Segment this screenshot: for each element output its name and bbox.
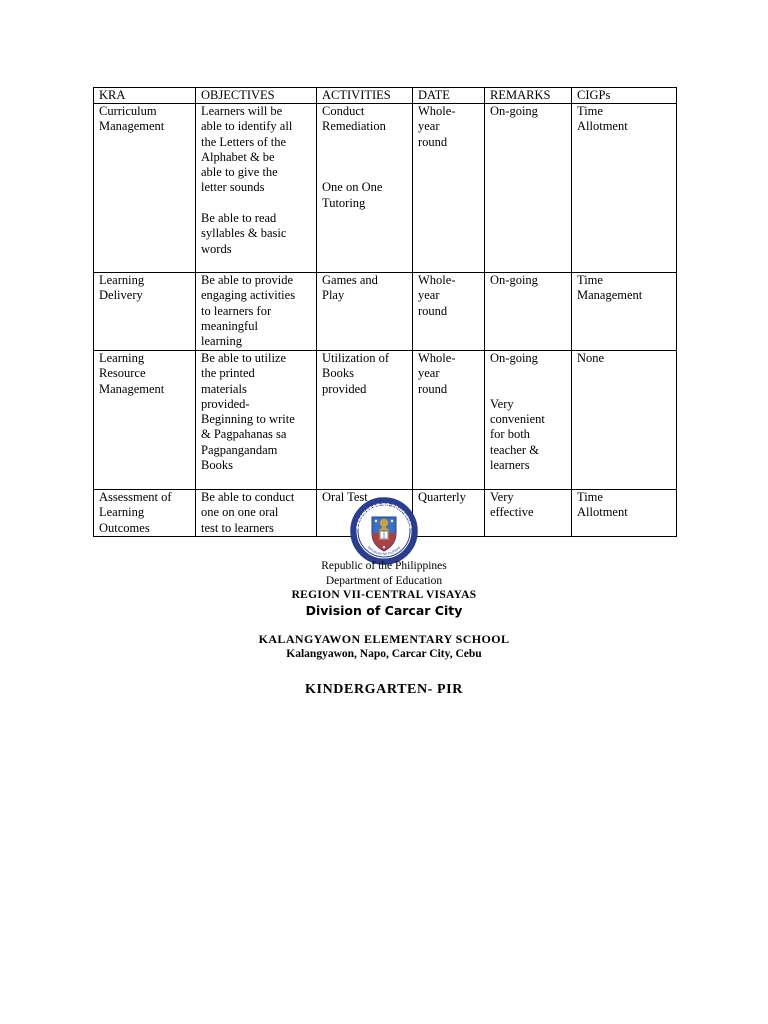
cell-date: Whole- year round <box>413 273 485 351</box>
cell-cigps: Time Allotment <box>572 490 677 537</box>
cell-kra: Learning Delivery <box>94 273 196 351</box>
cell-cigps: None <box>572 351 677 490</box>
seal-bottom-text: REPUBLIKA NG PILIPINAS <box>366 545 402 557</box>
cell-date: Quarterly <box>413 490 485 537</box>
cell-cigps: Time Allotment <box>572 104 677 273</box>
cell-objectives: Learners will be able to identify all the Letters of the Alphabet & be able to give the letter sounds Be able to read syllables & basic words <box>196 104 317 273</box>
table-row <box>94 273 677 351</box>
document-title: KINDERGARTEN- PIR <box>305 682 463 697</box>
school-address: Kalangyawon, Napo, Carcar City, Cebu <box>286 648 482 660</box>
deped-seal-icon <box>350 497 418 565</box>
cell-remarks: On-going <box>485 273 572 351</box>
department-line: Department of Education <box>325 575 443 587</box>
school-name: KALANGYAWON ELEMENTARY SCHOOL <box>258 632 510 646</box>
cell-activities: Utilization of Books provided <box>317 351 413 490</box>
cell-kra: Assessment of Learning Outcomes <box>94 490 196 537</box>
cell-objectives: Be able to provide engaging activities to learners for meaningful learning <box>196 273 317 351</box>
table-header-row <box>94 88 677 104</box>
pir-table <box>93 87 677 537</box>
cell-objectives: Be able to utilize the printed materials provided- Beginning to write & Pagpahanas sa Pagpangandam Books <box>196 351 317 490</box>
cell-activities: Conduct Remediation One on One Tutoring <box>317 104 413 273</box>
header-date: DATE <box>413 88 485 104</box>
cell-objectives: Be able to conduct one on one oral test to learners <box>196 490 317 537</box>
header-remarks: REMARKS <box>485 88 572 104</box>
region-line: REGION VII-CENTRAL VISAYAS <box>291 589 477 601</box>
republic-line: Republic of the Philippines <box>321 560 447 572</box>
cell-cigps: Time Management <box>572 273 677 351</box>
division-line: Division of Carcar City <box>305 603 463 618</box>
cell-date: Whole- year round <box>413 104 485 273</box>
header-kra: KRA <box>94 88 196 104</box>
table-row <box>94 104 677 273</box>
cell-kra: Curriculum Management <box>94 104 196 273</box>
header-objectives: OBJECTIVES <box>196 88 317 104</box>
seal-ring-text: KAGAWARAN NG EDUCATION <box>356 502 412 530</box>
cell-remarks: On-going Very convenient for both teacher & learners <box>485 351 572 490</box>
cell-remarks: Very effective <box>485 490 572 537</box>
header-cigps: CIGPs <box>572 88 677 104</box>
cell-date: Whole- year round <box>413 351 485 490</box>
header-activities: ACTIVITIES <box>317 88 413 104</box>
cell-activities: Oral Test <box>317 490 413 537</box>
cell-remarks: On-going <box>485 104 572 273</box>
cell-activities: Games and Play <box>317 273 413 351</box>
cell-kra: Learning Resource Management <box>94 351 196 490</box>
table-row <box>94 351 677 490</box>
